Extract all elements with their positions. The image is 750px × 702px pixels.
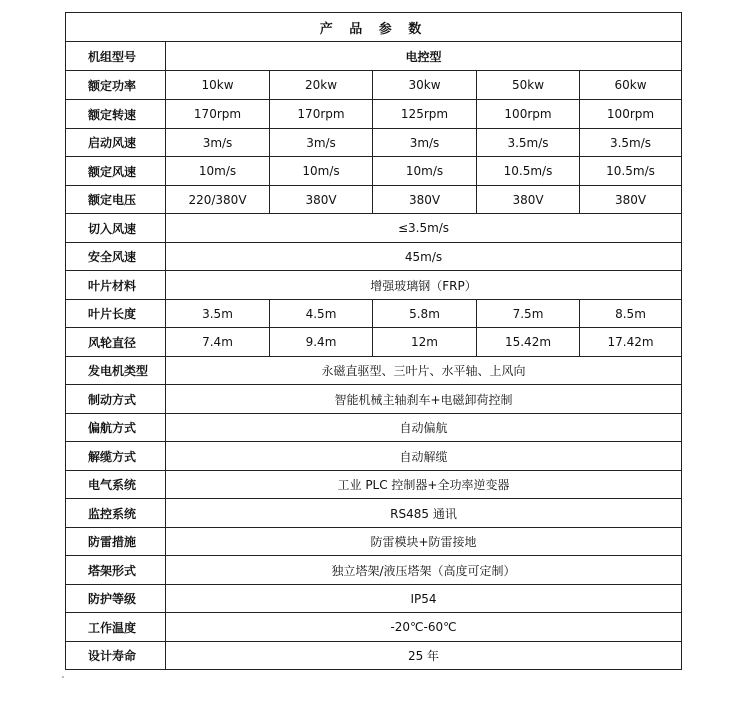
table-cell: 100rpm [580,100,682,129]
table-cell: 9.4m [270,328,373,357]
table-cell: 10kw [166,71,270,100]
row-label: 额定风速 [66,157,166,186]
row-label: 叶片长度 [66,300,166,328]
row-label: 电气系统 [66,471,166,499]
table-cell: 3.5m [166,300,270,328]
row-label: 偏航方式 [66,414,166,442]
table-row [66,271,682,300]
table-cell: 7.5m [477,300,580,328]
table-row [66,385,682,414]
table-row [66,442,682,471]
row-label: 塔架形式 [66,556,166,585]
table-row [66,414,682,442]
table-cell: 自动解缆 [166,442,682,471]
table-row [66,642,682,670]
title-row [66,13,682,42]
table-cell: 自动偏航 [166,414,682,442]
table-row [66,471,682,499]
table-cell: 3m/s [166,129,270,157]
table-cell: 永磁直驱型、三叶片、水平轴、上风向 [166,357,682,385]
table-cell: 8.5m [580,300,682,328]
row-label: 叶片材料 [66,271,166,300]
row-label: 监控系统 [66,499,166,528]
table-cell: 3m/s [270,129,373,157]
row-label: 启动风速 [66,129,166,157]
table-cell: 380V [270,186,373,214]
table-cell: IP54 [166,585,682,613]
product-spec-sheet [65,12,681,670]
table-row [66,157,682,186]
table-cell: 17.42m [580,328,682,357]
table-cell: 170rpm [166,100,270,129]
table-cell: 15.42m [477,328,580,357]
stray-mark [62,676,64,678]
model-row [66,42,682,71]
table-cell: RS485 通讯 [166,499,682,528]
table-cell: 10.5m/s [477,157,580,186]
table-cell: 60kw [580,71,682,100]
row-label: 工作温度 [66,613,166,642]
table-cell: 10m/s [166,157,270,186]
table-cell: 10m/s [270,157,373,186]
table-cell: 5.8m [373,300,477,328]
table-row [66,528,682,556]
table-cell: 独立塔架/液压塔架（高度可定制） [166,556,682,585]
table-row [66,100,682,129]
table-cell: -20℃-60℃ [166,613,682,642]
table-cell: 30kw [373,71,477,100]
table-cell: 20kw [270,71,373,100]
spec-table [65,12,682,670]
table-cell: 220/380V [166,186,270,214]
row-label: 额定转速 [66,100,166,129]
table-cell: 12m [373,328,477,357]
row-label: 切入风速 [66,214,166,243]
table-cell: 380V [373,186,477,214]
table-cell: 工业 PLC 控制器+全功率逆变器 [166,471,682,499]
table-cell: 50kw [477,71,580,100]
table-row [66,328,682,357]
row-label: 风轮直径 [66,328,166,357]
table-row [66,129,682,157]
table-cell: 防雷模块+防雷接地 [166,528,682,556]
table-row [66,214,682,243]
row-label: 解缆方式 [66,442,166,471]
table-row [66,613,682,642]
table-cell: 10m/s [373,157,477,186]
table-cell: 4.5m [270,300,373,328]
table-cell: 智能机械主轴刹车+电磁卸荷控制 [166,385,682,414]
table-row [66,585,682,613]
table-row [66,499,682,528]
table-row [66,300,682,328]
table-cell: 45m/s [166,243,682,271]
row-label: 制动方式 [66,385,166,414]
table-cell: 100rpm [477,100,580,129]
table-cell: 3.5m/s [477,129,580,157]
table-title: 产 品 参 数 [66,13,682,42]
row-label: 额定功率 [66,71,166,100]
row-label: 安全风速 [66,243,166,271]
table-cell: ≤3.5m/s [166,214,682,243]
table-row [66,243,682,271]
table-cell: 3.5m/s [580,129,682,157]
table-cell: 170rpm [270,100,373,129]
table-cell: 增强玻璃钢（FRP） [166,271,682,300]
table-cell: 10.5m/s [580,157,682,186]
table-cell: 3m/s [373,129,477,157]
row-label: 发电机类型 [66,357,166,385]
table-row [66,186,682,214]
table-cell: 125rpm [373,100,477,129]
row-label: 防雷措施 [66,528,166,556]
table-row [66,71,682,100]
table-row [66,556,682,585]
table-cell: 380V [477,186,580,214]
table-cell: 7.4m [166,328,270,357]
row-label: 防护等级 [66,585,166,613]
model-value: 电控型 [166,42,682,71]
table-row [66,357,682,385]
row-label: 额定电压 [66,186,166,214]
table-cell: 380V [580,186,682,214]
table-cell: 25 年 [166,642,682,670]
row-label: 设计寿命 [66,642,166,670]
row-label: 机组型号 [66,42,166,71]
